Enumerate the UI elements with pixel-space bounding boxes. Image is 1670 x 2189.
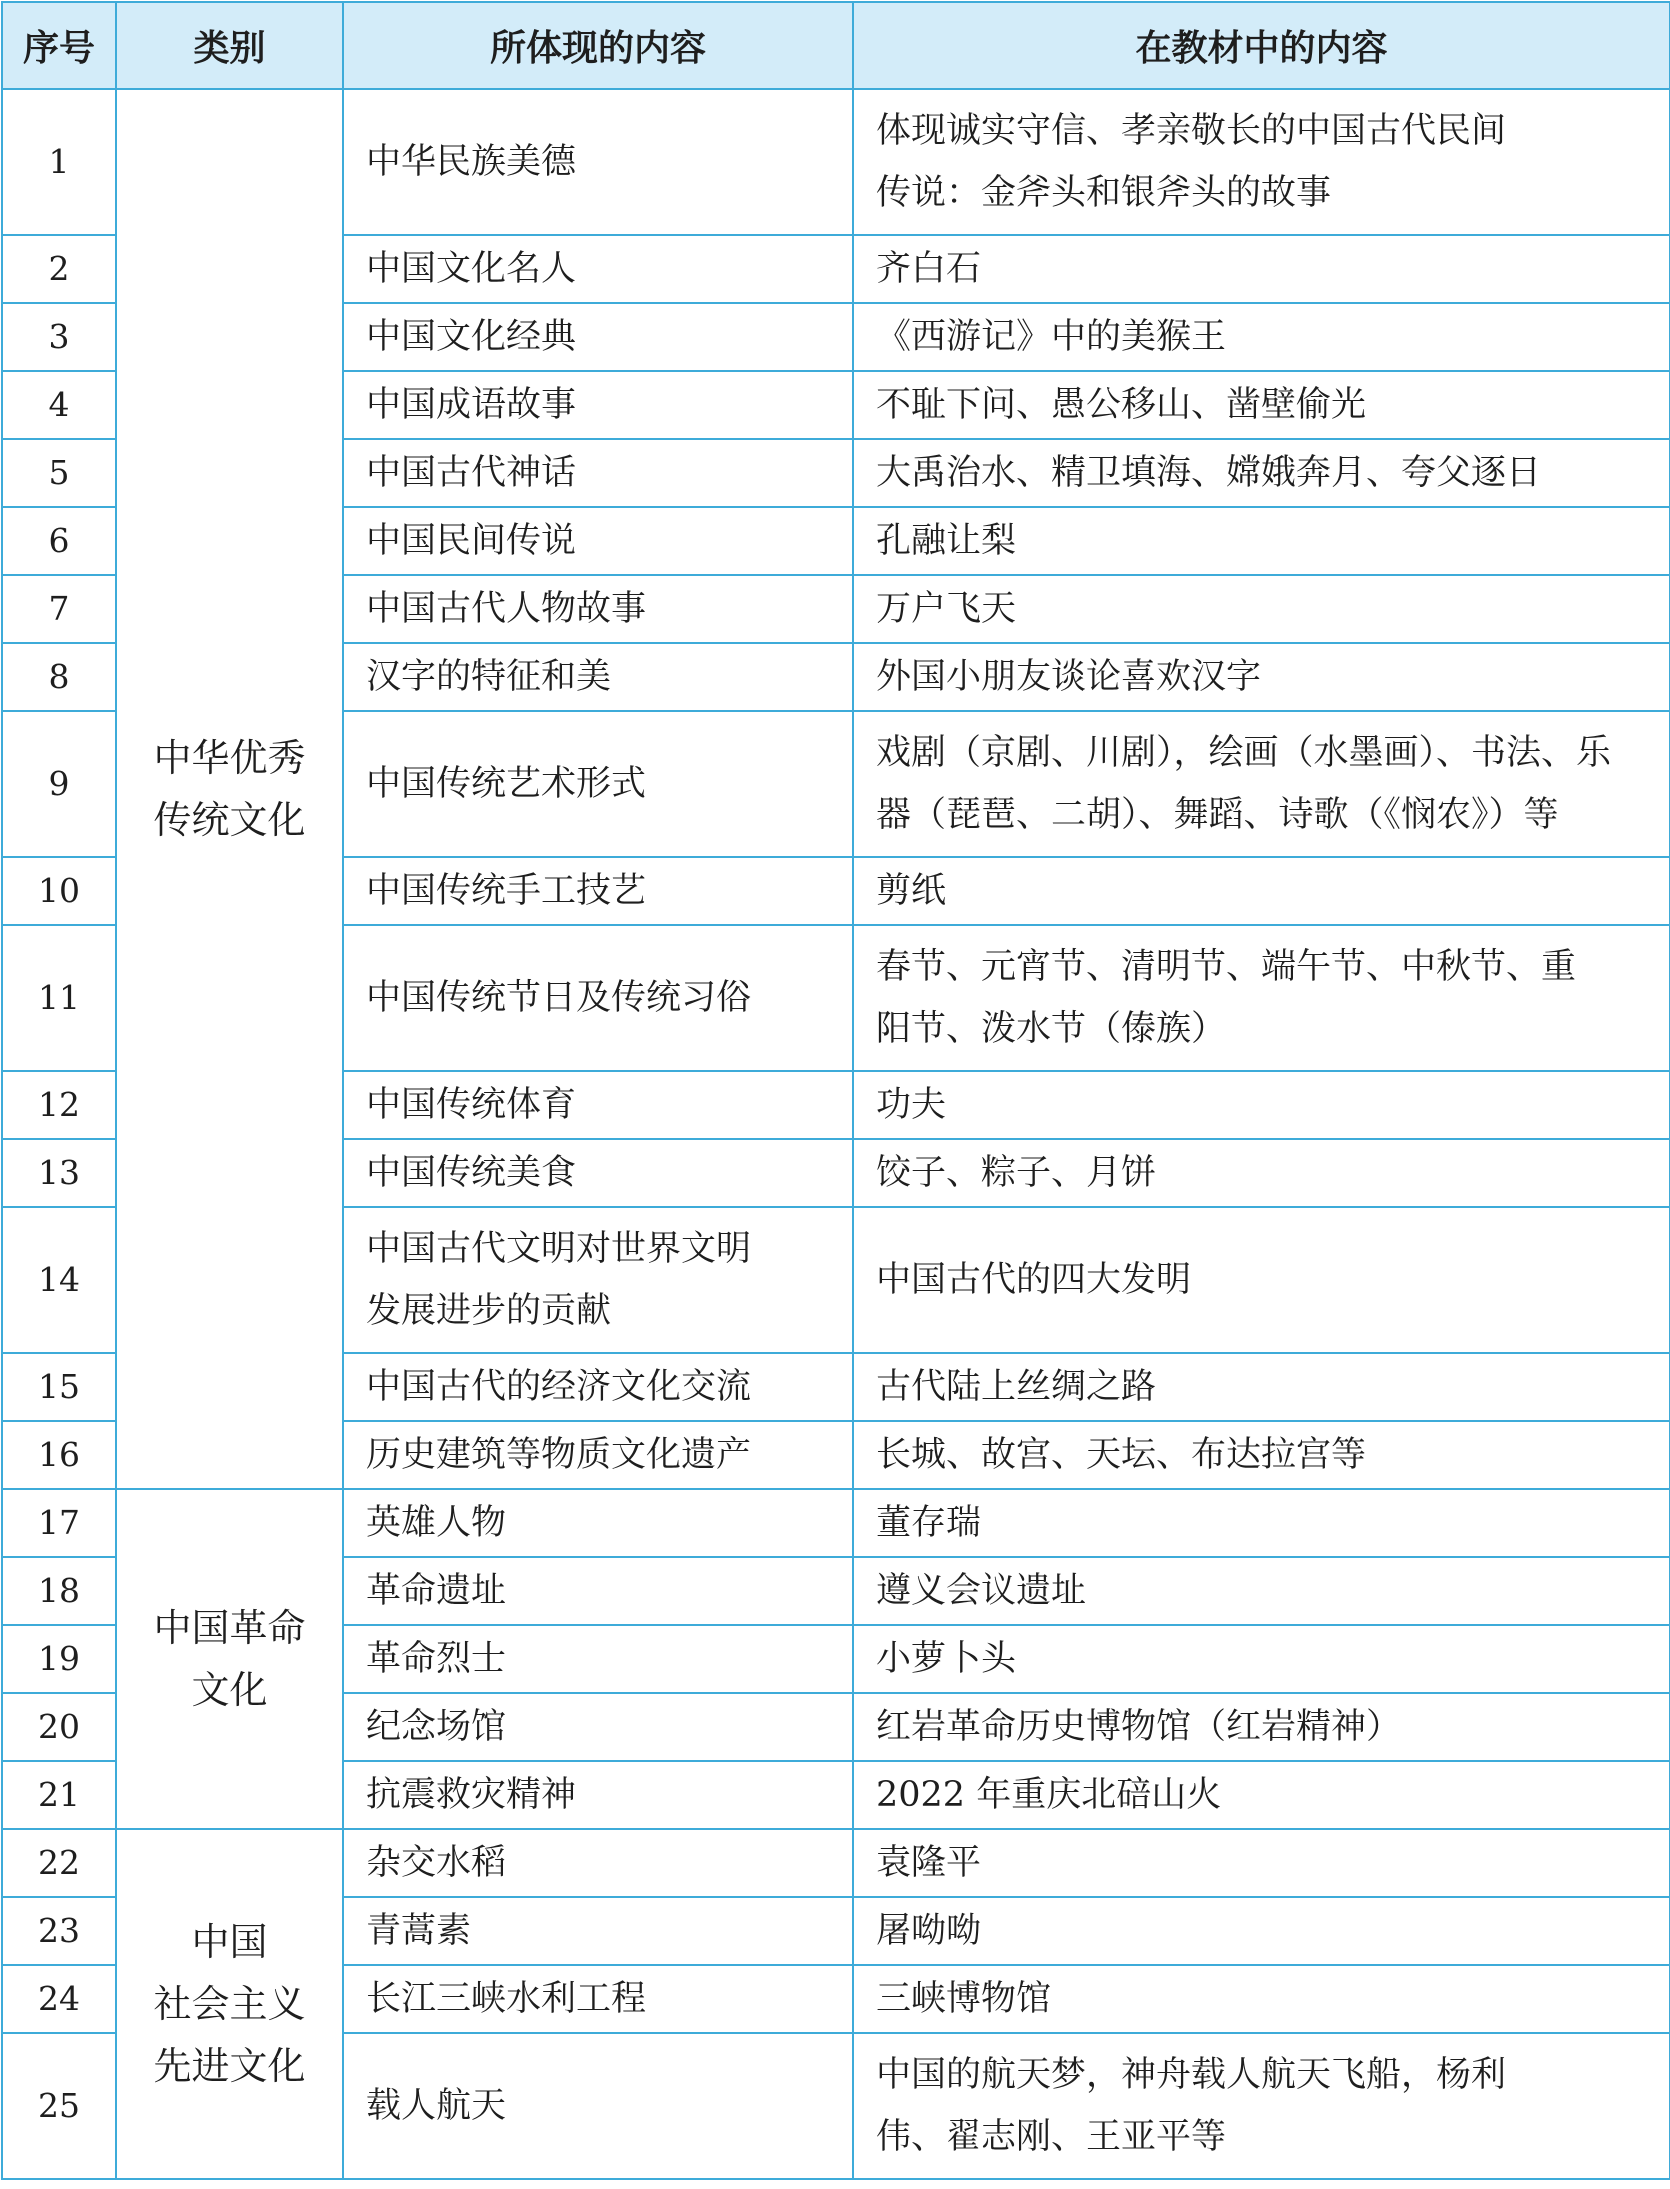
- embodied-content: 中国成语故事: [343, 371, 853, 439]
- textbook-content-line: 器（琵琶、二胡）、舞蹈、诗歌（《悯农》）等: [876, 795, 1559, 835]
- textbook-content: 古代陆上丝绸之路: [853, 1353, 1670, 1421]
- textbook-content: 遵义会议遗址: [853, 1557, 1670, 1625]
- row-number: 12: [2, 1071, 116, 1139]
- embodied-content: 中华民族美德: [343, 89, 853, 235]
- category-label-line: 社会主义: [153, 1982, 306, 2026]
- textbook-content: 外国小朋友谈论喜欢汉字: [853, 643, 1670, 711]
- embodied-content: 中国传统艺术形式: [343, 711, 853, 857]
- textbook-content: 红岩革命历史博物馆（红岩精神）: [853, 1693, 1670, 1761]
- embodied-content: 中国传统体育: [343, 1071, 853, 1139]
- row-number: 9: [2, 711, 116, 857]
- embodied-content: 中国传统手工技艺: [343, 857, 853, 925]
- textbook-content-line: 戏剧（京剧、川剧），绘画（水墨画）、书法、乐: [876, 733, 1612, 773]
- textbook-content-line: 传说：金斧头和银斧头的故事: [876, 173, 1332, 213]
- row-number: 18: [2, 1557, 116, 1625]
- embodied-content: 纪念场馆: [343, 1693, 853, 1761]
- header-embodied-content: 所体现的内容: [343, 2, 853, 89]
- culture-content-table: [1, 1, 1670, 2180]
- textbook-content: 《西游记》中的美猴王: [853, 303, 1670, 371]
- row-number: 3: [2, 303, 116, 371]
- row-number: 4: [2, 371, 116, 439]
- embodied-content: [343, 1207, 853, 1353]
- row-number: 11: [2, 925, 116, 1071]
- row-number: 2: [2, 235, 116, 303]
- textbook-content: 不耻下问、愚公移山、凿壁偷光: [853, 371, 1670, 439]
- textbook-content: 袁隆平: [853, 1829, 1670, 1897]
- textbook-content: 三峡博物馆: [853, 1965, 1670, 2033]
- header-category: 类别: [116, 2, 343, 89]
- category-label-line: 文化: [191, 1668, 268, 1712]
- textbook-content: 饺子、粽子、月饼: [853, 1139, 1670, 1207]
- textbook-content: 董存瑞: [853, 1489, 1670, 1557]
- embodied-content: 中国古代的经济文化交流: [343, 1353, 853, 1421]
- category-label-line: 中华优秀: [153, 736, 306, 780]
- row-number: 25: [2, 2033, 116, 2179]
- embodied-content-line: 发展进步的贡献: [366, 1291, 612, 1331]
- category-label-line: 中国: [191, 1920, 268, 1964]
- textbook-content: 大禹治水、精卫填海、嫦娥奔月、夸父逐日: [853, 439, 1670, 507]
- textbook-content: [853, 89, 1670, 235]
- row-number: 7: [2, 575, 116, 643]
- header-row: [2, 2, 1670, 89]
- category-revolutionary-culture: [116, 1489, 343, 1829]
- row-number: 22: [2, 1829, 116, 1897]
- embodied-content: 长江三峡水利工程: [343, 1965, 853, 2033]
- category-traditional-culture: [116, 89, 343, 1489]
- row-number: 16: [2, 1421, 116, 1489]
- row-number: 10: [2, 857, 116, 925]
- embodied-content: 中国传统美食: [343, 1139, 853, 1207]
- row-number: 14: [2, 1207, 116, 1353]
- row-number: 5: [2, 439, 116, 507]
- embodied-content: 革命烈士: [343, 1625, 853, 1693]
- row-number: 15: [2, 1353, 116, 1421]
- embodied-content: 英雄人物: [343, 1489, 853, 1557]
- row-number: 13: [2, 1139, 116, 1207]
- embodied-content: 青蒿素: [343, 1897, 853, 1965]
- textbook-content: 中国古代的四大发明: [853, 1207, 1670, 1353]
- category-socialist-culture: [116, 1829, 343, 2179]
- embodied-content: 中国传统节日及传统习俗: [343, 925, 853, 1071]
- header-index: 序号: [2, 2, 116, 89]
- textbook-content-line: 春节、元宵节、清明节、端午节、中秋节、重: [876, 947, 1577, 987]
- row-number: 8: [2, 643, 116, 711]
- textbook-content-line: 阳节、泼水节（傣族）: [876, 1009, 1227, 1049]
- table-row: [2, 1489, 1670, 1557]
- textbook-content: [853, 711, 1670, 857]
- embodied-content-line: 中国古代文明对世界文明: [366, 1229, 752, 1269]
- row-number: 19: [2, 1625, 116, 1693]
- header-textbook-content: 在教材中的内容: [853, 2, 1670, 89]
- textbook-content: 小萝卜头: [853, 1625, 1670, 1693]
- textbook-content: 孔融让梨: [853, 507, 1670, 575]
- row-number: 23: [2, 1897, 116, 1965]
- row-number: 1: [2, 89, 116, 235]
- embodied-content: 抗震救灾精神: [343, 1761, 853, 1829]
- row-number: 6: [2, 507, 116, 575]
- textbook-content: [853, 2033, 1670, 2179]
- category-label-line: 先进文化: [153, 2044, 306, 2088]
- textbook-content: 屠呦呦: [853, 1897, 1670, 1965]
- embodied-content: 革命遗址: [343, 1557, 853, 1625]
- row-number: 24: [2, 1965, 116, 2033]
- table-row: [2, 1829, 1670, 1897]
- embodied-content: 中国古代神话: [343, 439, 853, 507]
- row-number: 21: [2, 1761, 116, 1829]
- embodied-content: 历史建筑等物质文化遗产: [343, 1421, 853, 1489]
- row-number: 17: [2, 1489, 116, 1557]
- textbook-content: 功夫: [853, 1071, 1670, 1139]
- embodied-content: 中国民间传说: [343, 507, 853, 575]
- textbook-content: [853, 925, 1670, 1071]
- textbook-content: 剪纸: [853, 857, 1670, 925]
- embodied-content: 中国文化名人: [343, 235, 853, 303]
- textbook-content: 长城、故宫、天坛、布达拉宫等: [853, 1421, 1670, 1489]
- textbook-content-line: 伟、翟志刚、王亚平等: [876, 2117, 1227, 2157]
- embodied-content: 中国文化经典: [343, 303, 853, 371]
- textbook-content: 万户飞天: [853, 575, 1670, 643]
- textbook-content-line: 体现诚实守信、孝亲敬长的中国古代民间: [876, 111, 1507, 151]
- textbook-content: 齐白石: [853, 235, 1670, 303]
- embodied-content: 载人航天: [343, 2033, 853, 2179]
- row-number: 20: [2, 1693, 116, 1761]
- embodied-content: 杂交水稻: [343, 1829, 853, 1897]
- category-label-line: 传统文化: [153, 798, 306, 842]
- textbook-content-line: 中国的航天梦，神舟载人航天飞船，杨利: [876, 2055, 1507, 2095]
- textbook-content: 2022 年重庆北碚山火: [853, 1761, 1670, 1829]
- category-label-line: 中国革命: [153, 1606, 306, 1650]
- table-row: [2, 89, 1670, 235]
- embodied-content: 中国古代人物故事: [343, 575, 853, 643]
- embodied-content: 汉字的特征和美: [343, 643, 853, 711]
